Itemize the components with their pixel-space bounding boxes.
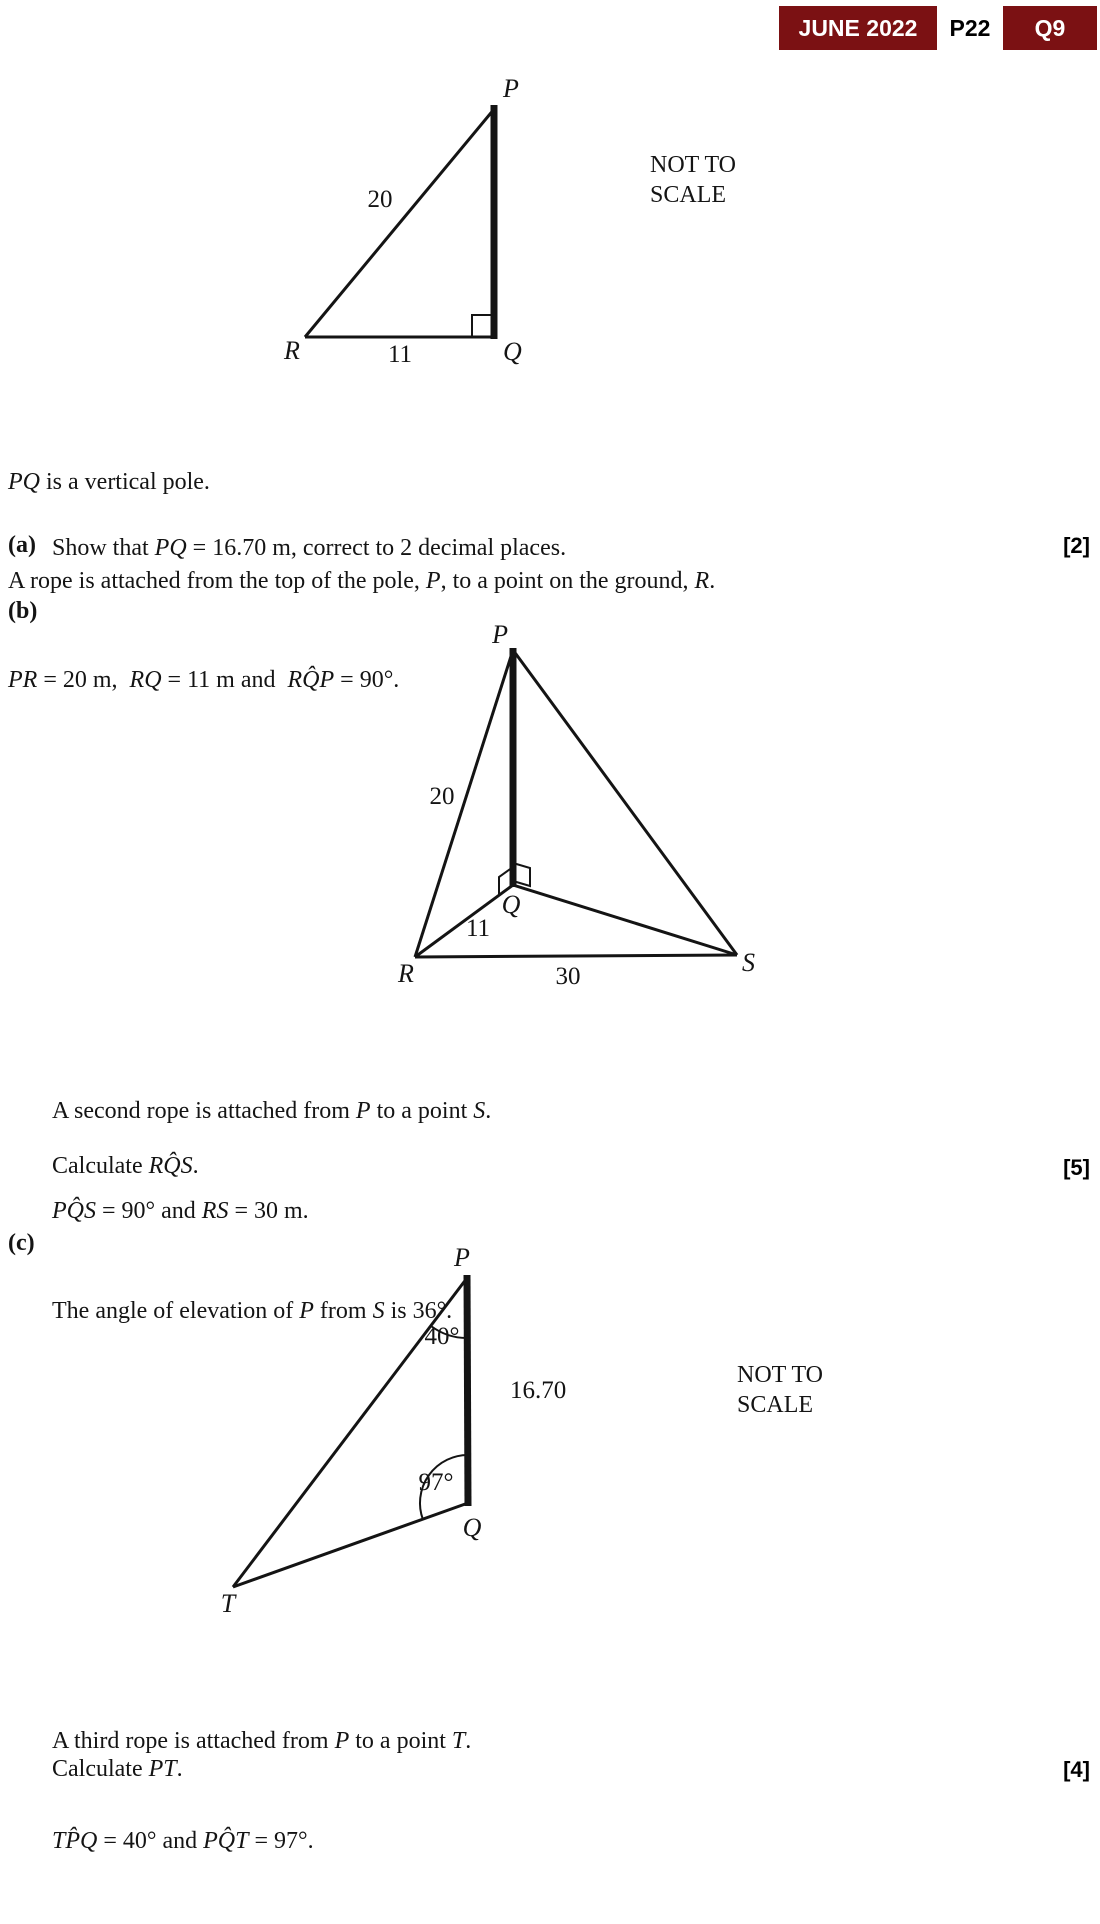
edge-PS bbox=[513, 650, 737, 955]
diagram-b bbox=[330, 615, 770, 995]
text-segment: The angle of elevation of bbox=[52, 1298, 300, 1324]
vertex-label-R: R bbox=[398, 959, 414, 988]
text-segment: from bbox=[313, 1298, 373, 1324]
part-c-label: (c) bbox=[8, 1230, 35, 1256]
edge-QS bbox=[513, 885, 737, 955]
intro-line-2 bbox=[8, 565, 715, 598]
vertex-label-P: P bbox=[503, 74, 519, 103]
vertex-label-Q: Q bbox=[462, 1513, 482, 1542]
text-segment: Calculate bbox=[52, 1153, 149, 1179]
part-a-text bbox=[52, 532, 566, 565]
text-segment: = 90°. bbox=[334, 667, 400, 693]
text-segment: is a vertical pole. bbox=[40, 469, 210, 495]
text-segment: R bbox=[694, 568, 710, 594]
not-to-scale-line1: NOT TO bbox=[650, 152, 737, 178]
vertex-label-Q: Q bbox=[501, 890, 521, 919]
text-segment: . bbox=[192, 1153, 199, 1179]
not-to-scale-note-c bbox=[737, 1360, 823, 1420]
text-segment: PQ̂S bbox=[52, 1198, 96, 1224]
text-segment: Show that bbox=[52, 535, 155, 561]
edge-RP bbox=[305, 108, 495, 337]
text-segment: . bbox=[465, 1728, 472, 1754]
text-segment: = 16.70 m, correct to 2 decimal places. bbox=[186, 535, 567, 561]
text-segment: = 11 m and bbox=[161, 667, 288, 693]
text-segment: P bbox=[425, 568, 441, 594]
part-c-calculate bbox=[52, 1753, 183, 1786]
text-segment: RQ̂P bbox=[287, 667, 335, 693]
text-segment: to a point bbox=[349, 1728, 452, 1754]
diagram-c bbox=[180, 1240, 580, 1620]
text-segment: P bbox=[334, 1728, 350, 1754]
text-segment: . bbox=[176, 1756, 183, 1782]
text-segment: S bbox=[372, 1298, 385, 1324]
edge-RQ bbox=[415, 885, 513, 957]
text-segment: TP̂Q bbox=[52, 1828, 98, 1854]
part-a-label: (a) bbox=[8, 532, 36, 558]
part-b-calculate bbox=[52, 1150, 199, 1183]
text-segment: = 90° and bbox=[96, 1198, 202, 1224]
vertex-label-P: P bbox=[454, 1243, 470, 1272]
text-segment: P bbox=[355, 1098, 371, 1124]
intro-line-1 bbox=[8, 466, 715, 499]
text-segment: PR bbox=[8, 667, 38, 693]
part-b-line-2 bbox=[52, 1194, 491, 1228]
edge-TQ bbox=[233, 1503, 468, 1587]
vertex-label-Q: Q bbox=[503, 337, 522, 366]
side-label-RQ: 11 bbox=[465, 915, 491, 942]
text-segment: RS bbox=[201, 1198, 229, 1224]
side-label-RQ: 11 bbox=[387, 341, 413, 368]
text-segment: Calculate bbox=[52, 1756, 149, 1782]
text-segment: PQ̂T bbox=[203, 1828, 249, 1854]
text-segment: = 30 m. bbox=[228, 1198, 309, 1224]
text-segment: is 36°. bbox=[384, 1298, 453, 1324]
text-segment: PT bbox=[148, 1756, 177, 1782]
part-a-marks: [2] bbox=[1063, 533, 1090, 558]
text-segment: T bbox=[451, 1728, 466, 1754]
part-c-paragraph bbox=[52, 1658, 471, 1924]
text-segment: = 97°. bbox=[248, 1828, 314, 1854]
text-segment: PQ bbox=[8, 469, 40, 495]
part-c-line-2 bbox=[52, 1824, 471, 1858]
text-segment: , to a point on the ground, bbox=[440, 568, 695, 594]
side-label-PR: 20 bbox=[367, 186, 393, 213]
not-to-scale-note-a bbox=[650, 150, 736, 210]
vertex-label-S: S bbox=[742, 948, 755, 977]
text-segment: A third rope is attached from bbox=[52, 1728, 335, 1754]
text-segment: A second rope is attached from bbox=[52, 1098, 356, 1124]
angle-label-P: 40° bbox=[424, 1323, 460, 1350]
text-segment: A rope is attached from the top of the pole, bbox=[8, 568, 426, 594]
part-c-marks: [4] bbox=[1063, 1757, 1090, 1782]
angle-label-Q: 97° bbox=[418, 1469, 454, 1496]
text-segment: . bbox=[709, 568, 716, 594]
badge-question: Q9 bbox=[1003, 6, 1097, 50]
badge-paper: P22 bbox=[937, 6, 1003, 50]
header-badge bbox=[779, 6, 1097, 50]
badge-session: JUNE 2022 bbox=[779, 6, 937, 50]
side-label-RS: 30 bbox=[555, 963, 581, 990]
vertex-label-R: R bbox=[284, 336, 300, 365]
vertex-label-T: T bbox=[220, 1589, 236, 1618]
edge-RS bbox=[415, 955, 737, 957]
text-segment: = 40° and bbox=[97, 1828, 204, 1854]
text-segment: RQ bbox=[129, 667, 162, 693]
not-to-scale-line2: SCALE bbox=[737, 1392, 814, 1418]
part-b-line-1 bbox=[52, 1094, 491, 1128]
part-b-marks: [5] bbox=[1063, 1155, 1090, 1180]
side-label-PQ: 16.70 bbox=[510, 1377, 567, 1404]
not-to-scale-line1: NOT TO bbox=[737, 1362, 824, 1388]
text-segment: . bbox=[485, 1098, 492, 1124]
side-label-PR: 20 bbox=[429, 783, 455, 810]
part-b-label: (b) bbox=[8, 598, 38, 624]
pole-PQ bbox=[467, 1275, 468, 1506]
not-to-scale-line2: SCALE bbox=[650, 182, 727, 208]
vertex-label-P: P bbox=[492, 620, 508, 649]
text-segment: P bbox=[299, 1298, 314, 1324]
text-segment: = 20 m, bbox=[37, 667, 130, 693]
text-segment: PQ bbox=[154, 535, 187, 561]
text-segment: to a point bbox=[370, 1098, 474, 1124]
text-segment: S bbox=[473, 1098, 486, 1124]
text-segment: RQ̂S bbox=[148, 1153, 193, 1179]
